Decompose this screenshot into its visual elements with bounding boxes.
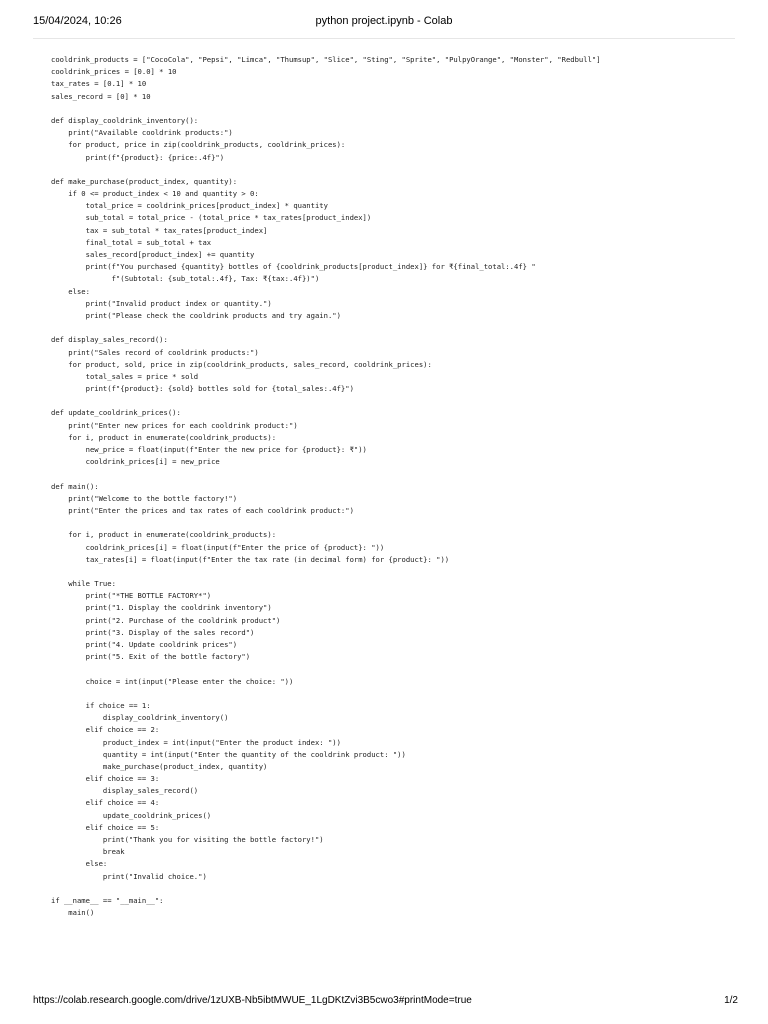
page-number: 1/2 (724, 995, 738, 1006)
code-line: sales_record[product_index] += quantity (51, 250, 255, 259)
code-line (51, 103, 741, 115)
code-line: print(f"You purchased {quantity} bottles of {cooldrink_products[product_index]} for ₹{final_total:.4f} " (51, 262, 536, 272)
code-line: quantity = int(input("Enter the quantity of the cooldrink product: ")) (51, 749, 406, 759)
code-line: def make_purchase(product_index, quantity): (51, 176, 238, 186)
code-line: def update_cooldrink_prices(): (51, 408, 181, 418)
code-line: tax = sub_total * tax_rates[product_index] (51, 225, 268, 235)
code-line: print("Thank you for visiting the bottle factory!") (51, 835, 324, 844)
code-line: print("1. Display the cooldrink inventory") (51, 603, 272, 613)
code-line: f"(Subtotal: {sub_total:.4f}, Tax: ₹{tax:.4f})") (51, 274, 320, 284)
code-line: print("Please check the cooldrink products and try again.") (51, 310, 341, 320)
code-line: print("4. Update cooldrink prices") (51, 640, 238, 649)
code-line: choice = int(input("Please enter the choice: ")) (51, 676, 294, 686)
code-line (51, 395, 741, 407)
code-line: tax_rates[i] = float(input(f"Enter the tax rate (in decimal form) for {product}: ")) (51, 554, 450, 564)
header-divider (33, 38, 735, 39)
code-line: elif choice == 2: (51, 725, 160, 735)
code-line: main() (51, 908, 95, 918)
document-title: python project.ipynb - Colab (315, 15, 453, 27)
code-line (51, 663, 741, 675)
code-line: print("Invalid product index or quantity.") (51, 298, 272, 308)
code-line: new_price = float(input(f"Enter the new price for {product}: ₹")) (51, 445, 367, 454)
code-line: for i, product in enumerate(cooldrink_products): (51, 432, 277, 442)
code-line: tax_rates = [0.1] * 10 (51, 79, 147, 89)
code-line (51, 468, 741, 480)
code-line (51, 517, 741, 529)
code-line: print(f"{product}: {sold} bottles sold for {total_sales:.4f}") (51, 384, 354, 394)
code-line: else: (51, 286, 90, 296)
code-line (51, 688, 741, 700)
code-line: cooldrink_prices[i] = float(input(f"Enter the price of {product}: ")) (51, 542, 385, 552)
code-line: elif choice == 4: (51, 798, 160, 808)
code-line (51, 164, 741, 176)
code-line: if choice == 1: (51, 700, 151, 710)
code-line: sub_total = total_price - (total_price * tax_rates[product_index]) (51, 213, 372, 223)
code-line: for i, product in enumerate(cooldrink_products): (51, 530, 277, 540)
code-cell (51, 54, 741, 919)
code-line: break (51, 847, 125, 857)
print-datetime: 15/04/2024, 10:26 (33, 15, 122, 27)
code-line: print("Welcome to the bottle factory!") (51, 493, 238, 503)
code-line: for product, sold, price in zip(cooldrink_products, sales_record, cooldrink_prices): (51, 359, 432, 369)
code-line: print("Available cooldrink products:") (51, 128, 233, 138)
code-line: update_cooldrink_prices() (51, 810, 212, 820)
code-line: sales_record = [0] * 10 (51, 91, 151, 101)
code-line: print("*THE BOTTLE FACTORY*") (51, 591, 212, 601)
code-line: print(f"{product}: {price:.4f}") (51, 152, 225, 162)
code-line: print("3. Display of the sales record") (51, 627, 255, 637)
code-line: print("Invalid choice.") (51, 871, 207, 881)
code-line: else: (51, 859, 108, 869)
code-line: total_price = cooldrink_prices[product_index] * quantity (51, 201, 328, 211)
code-line: print("2. Purchase of the cooldrink product") (51, 615, 281, 625)
code-line: print("Enter new prices for each cooldrink product:") (51, 420, 298, 430)
code-line: for product, price in zip(cooldrink_products, cooldrink_prices): (51, 140, 346, 150)
code-line: total_sales = price * sold (51, 371, 199, 381)
code-line: make_purchase(product_index, quantity) (51, 761, 268, 771)
code-line: print("Enter the prices and tax rates of each cooldrink product:") (51, 505, 354, 515)
code-line: print("Sales record of cooldrink products:") (51, 347, 259, 357)
code-line: if 0 <= product_index < 10 and quantity > 0: (51, 189, 259, 199)
print-header (0, 15, 768, 35)
code-line (51, 566, 741, 578)
code-line: product_index = int(input("Enter the product index: ")) (51, 737, 341, 747)
code-line: print("5. Exit of the bottle factory") (51, 652, 251, 662)
code-line: elif choice == 5: (51, 822, 160, 832)
code-line: elif choice == 3: (51, 774, 160, 784)
code-line: if __name__ == "__main__": (51, 895, 164, 905)
code-line (51, 322, 741, 334)
code-line: cooldrink_prices = [0.0] * 10 (51, 67, 177, 77)
code-line: def display_cooldrink_inventory(): (51, 115, 199, 125)
code-line: while True: (51, 579, 116, 589)
code-line: def display_sales_record(): (51, 335, 168, 345)
code-line: def main(): (51, 481, 99, 491)
print-footer (0, 995, 768, 1011)
code-line: display_sales_record() (51, 786, 199, 796)
code-line: display_cooldrink_inventory() (51, 713, 229, 723)
page-url: https://colab.research.google.com/drive/1zUXB-Nb5ibtMWUE_1LgDKtZvi3B5cwo3#printMode=true (33, 995, 472, 1006)
code-line: cooldrink_prices[i] = new_price (51, 457, 220, 467)
code-line (51, 883, 741, 895)
code-line: cooldrink_products = ["CocoCola", "Pepsi", "Limca", "Thumsup", "Slice", "Sting", "Sprite", "PulpyOrange", "Monster", "Redbull"] (51, 55, 601, 64)
code-line: final_total = sub_total + tax (51, 237, 212, 247)
